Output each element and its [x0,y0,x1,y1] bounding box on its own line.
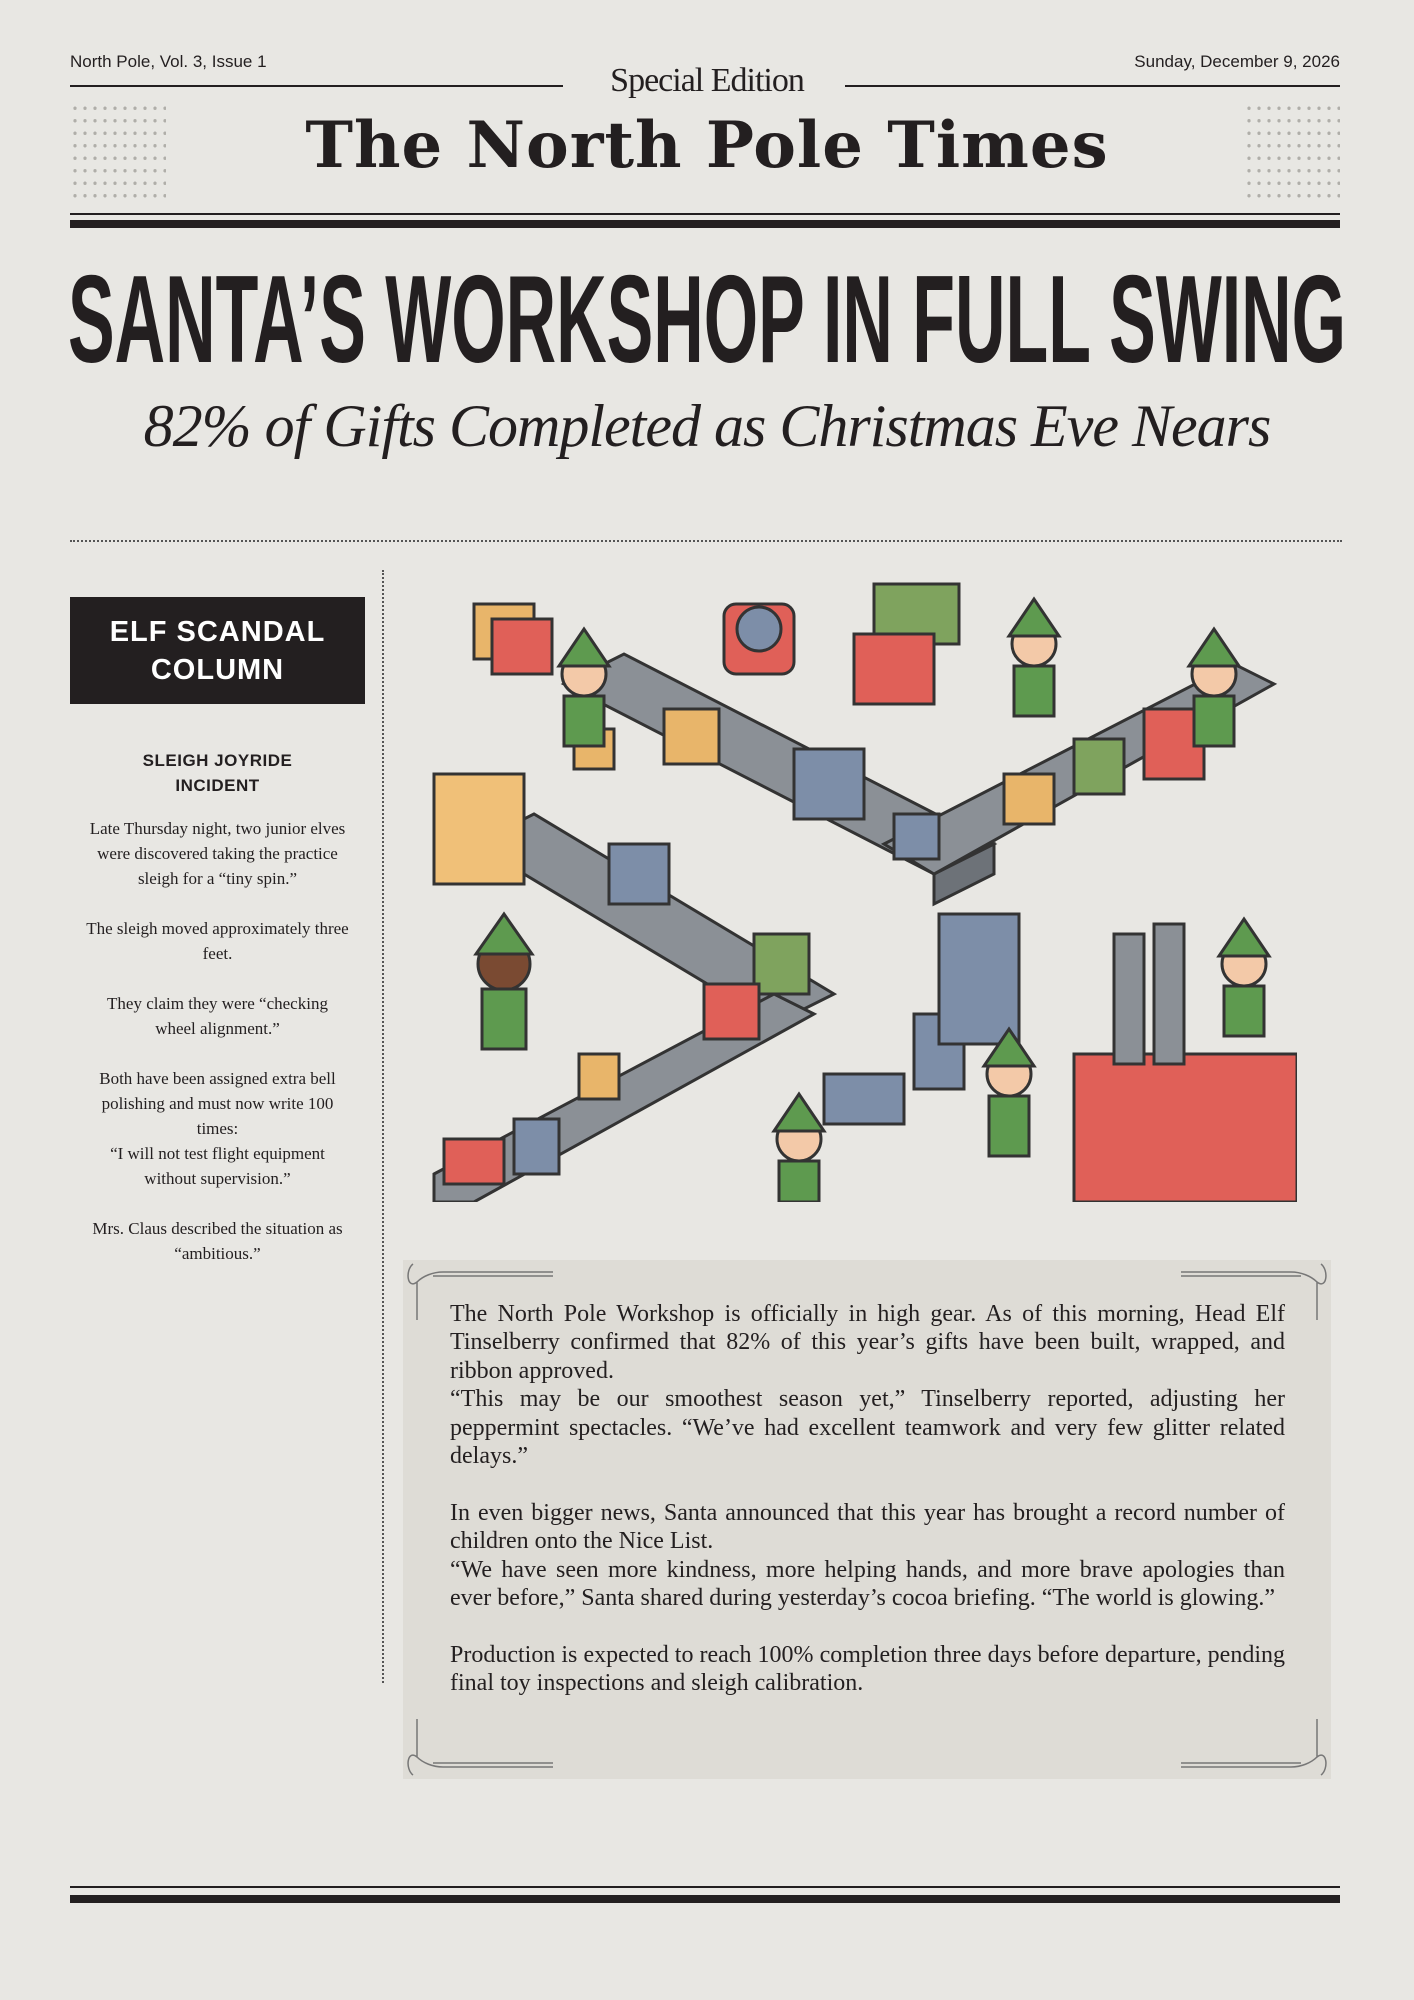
masthead-thin-rule [70,213,1340,215]
section-divider [70,540,1342,542]
ornament-corner-bottom-left [403,1719,553,1779]
column-title-line1: ELF SCANDAL [109,615,326,648]
headline-text: SANTA’S WORKSHOP IN FULL SWING [68,262,1347,372]
subheadline: 82% of Gifts Completed as Christmas Eve Nears [143,393,1271,459]
headline [0,262,1414,372]
masthead-thick-rule [70,220,1340,228]
column-title-line2: COLUMN [150,653,285,686]
article-paragraph: In even bigger news, Santa announced that this year has brought a record number of children onto the Nice List. “We have seen more kindness, more helping hands, and more brave apologies than ever before,” Santa shared during yesterday’s cocoa briefing. “The world is glowing.” [450,1499,1285,1612]
masthead-title: The North Pole Times [305,108,1109,183]
sidebar-paragraph: They claim they were “checking wheel alignment.” [107,994,328,1038]
sidebar-story-body [85,816,350,1291]
ornament-corner-bottom-right [1181,1719,1331,1779]
sidebar-paragraph: Mrs. Claus described the situation as “ambitious.” [92,1219,343,1263]
workshop-illustration [414,574,1297,1202]
article-body [450,1300,1285,1726]
sidebar-paragraph: Late Thursday night, two junior elves were discovered taking the practice sleigh for a “tiny spin.” [89,819,346,888]
article-paragraph: The North Pole Workshop is officially in high gear. As of this morning, Head Elf Tinselberry confirmed that 82% of this year’s gifts have been built, wrapped, and ribbon approved. “This may be our smoothest season yet,” Tinselberry reported, adjusting her peppermint spectacles. “We’ve had excellent teamwork and very few glitter related delays.” [450,1301,1285,1470]
sidebar-paragraph: The sleigh moved approximately three feet. [86,919,349,963]
issue-date: Sunday, December 9, 2026 [1134,52,1340,71]
elf-scandal-column-banner [70,597,365,704]
column-divider [382,570,384,1683]
main-article [403,1260,1331,1779]
article-paragraph: Production is expected to reach 100% completion three days before departure, pending final toy inspections and sleigh calibration. [450,1641,1285,1697]
special-edition-label: Special Edition [610,62,804,99]
footer-thin-rule [70,1886,1340,1888]
sidebar-story-title: SLEIGH JOYRIDE INCIDENT [142,751,293,795]
issue-info: North Pole, Vol. 3, Issue 1 [70,52,267,71]
footer-thick-rule [70,1895,1340,1903]
sidebar-paragraph: Both have been assigned extra bell polishing and must now write 100 times: “I will not test flight equipment without supervision.” [99,1069,336,1188]
